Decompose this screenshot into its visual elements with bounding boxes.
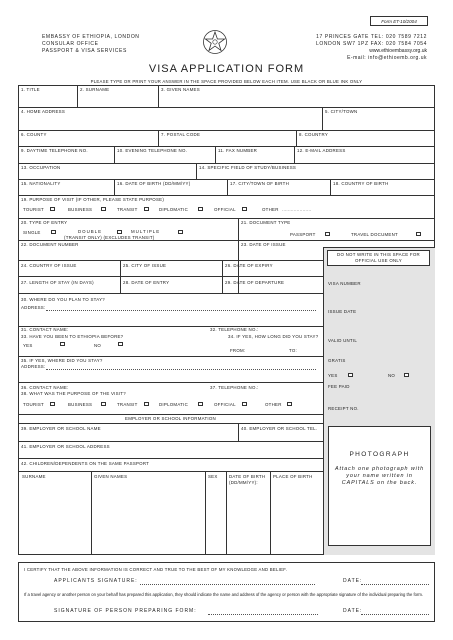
date-of-departure-field[interactable]: 29. DATE OF DEPARTURE — [225, 280, 285, 285]
prev-purpose-other: OTHER — [265, 402, 282, 407]
form-number: Form ET-10/2004 — [381, 19, 417, 24]
preparer-signature-input[interactable] — [208, 614, 318, 615]
date-of-entry-field[interactable]: 28. DATE OF ENTRY — [123, 280, 170, 285]
embassy-emblem-icon — [202, 29, 228, 55]
col-sex: SEX — [208, 474, 218, 479]
purpose-tourist-checkbox[interactable] — [50, 207, 55, 211]
purpose-diplomatic: DIPLOMATIC — [159, 207, 189, 212]
postal-code-field[interactable]: 7. POSTAL CODE — [161, 132, 201, 137]
official-receipt-no: RECEIPT NO. — [328, 406, 359, 411]
type-of-entry-label: 20. TYPE OF ENTRY — [21, 220, 68, 225]
purpose-other-input[interactable]: .................... — [282, 207, 312, 212]
address-email: E-mail: info@ethioemb.org.uk — [347, 55, 427, 61]
form-number-box — [370, 16, 428, 26]
embassy-line-1: EMBASSY OF ETHIOPIA, LONDON — [42, 34, 140, 40]
embassy-line-2: CONSULAR OFFICE — [42, 41, 99, 47]
entry-single: SINGLE — [23, 230, 41, 235]
prev-purpose-other-checkbox[interactable] — [287, 402, 292, 406]
entry-double: DOUBLE — [78, 229, 103, 234]
purpose-other: OTHER — [262, 207, 279, 212]
home-address-field[interactable]: 4. HOME ADDRESS — [21, 109, 66, 114]
applicant-signature-label: APPLICANTS SIGNATURE: — [54, 578, 138, 584]
city-of-birth-field[interactable]: 17. CITY/TOWN OF BIRTH — [230, 181, 290, 186]
date-of-issue-field[interactable]: 23. DATE OF ISSUE — [241, 242, 286, 247]
stay-address-input[interactable] — [46, 310, 316, 311]
doc-passport-checkbox[interactable] — [325, 232, 330, 236]
employer-heading: EMPLOYER OR SCHOOL INFORMATION — [125, 416, 216, 421]
official-issue-date: ISSUE DATE — [328, 309, 357, 314]
length-of-stay-field[interactable]: 27. LENGTH OF STAY (IN DAYS) — [21, 280, 94, 285]
preparer-signature-label: SIGNATURE OF PERSON PREPARING FORM: — [54, 608, 197, 614]
purpose-tourist: TOURIST — [23, 207, 44, 212]
address-line-2: LONDON SW7 1PZ FAX: 020 7584 7054 — [316, 41, 427, 47]
been-no-checkbox[interactable] — [118, 342, 123, 346]
entry-double-checkbox[interactable] — [117, 230, 122, 234]
entry-single-checkbox[interactable] — [51, 230, 56, 234]
official-valid-until: VALID UNTIL — [328, 338, 358, 343]
address-block — [316, 34, 427, 61]
occupation-field[interactable]: 13. OCCUPATION — [21, 165, 61, 170]
where-stayed-address-label: ADDRESS: — [21, 364, 46, 369]
official-visa-number: VISA NUMBER — [328, 281, 361, 286]
been-to-ethiopia-label: 33. HAVE YOU BEEN TO ETHIOPIA BEFORE? — [21, 334, 124, 339]
instructions: PLEASE TYPE OR PRINT YOUR ANSWER IN THE SPACE PROVIDED BELOW EACH ITEM. USE BLACK OR BLUE INK ONLY — [90, 79, 363, 84]
employer-name-field[interactable]: 39. EMPLOYER OR SCHOOL NAME — [21, 426, 101, 431]
where-stayed-label: 35. IF YES, WHERE DID YOU STAY? — [21, 358, 103, 363]
prev-purpose-business: BUSINESS — [68, 402, 93, 407]
purpose-official: OFFICIAL — [214, 207, 236, 212]
telephone-field[interactable]: 32. TELEPHONE NO.: — [210, 327, 259, 332]
col-given-names: GIVEN NAMES — [94, 474, 128, 479]
where-to-stay-label: 30. WHERE DO YOU PLAN TO STAY? — [21, 297, 105, 302]
official-no-checkbox[interactable] — [404, 373, 409, 377]
country-field[interactable]: 8. COUNTRY — [299, 132, 329, 137]
embassy-line-3: PASSPORT & VISA SERVICES — [42, 48, 127, 54]
employer-address-field[interactable]: 41. EMPLOYER OR SCHOOL ADDRESS — [21, 444, 110, 449]
fax-number-field[interactable]: 11. FAX NUMBER — [218, 148, 258, 153]
col-surname: SURNAME — [22, 474, 46, 479]
address-line-1: 17 PRINCES GATE TEL: 020 7589 7212 — [316, 34, 427, 40]
applicant-signature-input[interactable] — [140, 584, 315, 585]
where-stayed-address-input[interactable] — [46, 369, 316, 370]
doc-travel-document-checkbox[interactable] — [416, 232, 421, 236]
been-yes-checkbox[interactable] — [60, 342, 65, 346]
applicant-date-input[interactable] — [361, 584, 429, 585]
prev-purpose-official: OFFICIAL — [214, 402, 236, 407]
city-of-issue-field[interactable]: 25. CITY OF ISSUE — [123, 263, 167, 268]
preparer-date-input[interactable] — [361, 614, 429, 615]
country-of-birth-field[interactable]: 18. COUNTRY OF BIRTH — [333, 181, 389, 186]
date-of-expiry-field[interactable]: 26. DATE OF EXPIRY — [225, 263, 273, 268]
city-town-field[interactable]: 5. CITY/TOWN — [325, 109, 358, 114]
prev-purpose-tourist: TOURIST — [23, 402, 44, 407]
prev-purpose-label: 38. WHAT WAS THE PURPOSE OF THE VISIT? — [21, 391, 126, 396]
employer-tel-field[interactable]: 40. EMPLOYER OR SCHOOL TEL. — [241, 426, 318, 431]
purpose-business-checkbox[interactable] — [101, 207, 106, 211]
doc-travel-document: TRAVEL DOCUMENT — [351, 232, 398, 237]
preparer-date-label: DATE: — [343, 608, 363, 614]
email-address-field[interactable]: 12. E-MAIL ADDRESS — [297, 148, 346, 153]
given-names-field[interactable]: 3. GIVEN NAMES — [161, 87, 200, 92]
stay-from: FROM: — [230, 348, 246, 353]
official-gratis: GRATIS — [328, 358, 346, 363]
col-place-of-birth: PLACE OF BIRTH — [273, 474, 313, 479]
entry-multiple: MULTIPLE — [131, 229, 161, 234]
prev-contact-name-field[interactable]: 36. CONTACT NAME: — [21, 385, 69, 390]
nationality-field[interactable]: 15. NATIONALITY — [21, 181, 61, 186]
embassy-block — [42, 34, 140, 54]
agency-note: If a travel agency or another person on your behalf has prepared this application, they should indicate the name and address of the agency or person with the appropriate signature of the individual preparing the form. — [24, 592, 423, 597]
date-of-birth-field[interactable]: 16. DATE OF BIRTH (DD/MM/YY) — [117, 181, 191, 186]
form-title: VISA APPLICATION FORM — [148, 63, 305, 75]
prev-purpose-diplomatic-checkbox[interactable] — [198, 402, 203, 406]
official-fee-paid: FEE PAID — [328, 384, 350, 389]
official-use-heading: DO NOT WRITE IN THIS SPACE FOR OFFICIAL USE ONLY — [337, 252, 420, 263]
official-yes: YES — [328, 373, 338, 378]
prev-purpose-tourist-checkbox[interactable] — [50, 402, 55, 406]
certify-text: I CERTIFY THAT THE ABOVE INFORMATION IS CORRECT AND TRUE TO THE BEST OF MY KNOWLEDGE AND BELIEF. — [24, 567, 288, 572]
stay-to: TO: — [289, 348, 297, 353]
document-number-field[interactable]: 22. DOCUMENT NUMBER — [21, 242, 79, 247]
entry-multiple-checkbox[interactable] — [178, 230, 183, 234]
surname-field[interactable]: 2. SURNAME — [80, 87, 110, 92]
stay-address-label: ADDRESS: — [21, 305, 46, 310]
purpose-diplomatic-checkbox[interactable] — [198, 207, 203, 211]
been-yes: YES — [23, 343, 33, 348]
official-yes-checkbox[interactable] — [348, 373, 353, 377]
title-field[interactable]: 1. TITLE — [21, 87, 40, 92]
prev-purpose-transit: TRANSIT — [117, 402, 138, 407]
prev-purpose-diplomatic: DIPLOMATIC — [159, 402, 189, 407]
how-long-label: 34. IF YES, HOW LONG DID YOU STAY? — [228, 334, 319, 339]
been-no: NO — [94, 343, 102, 348]
applicant-date-label: DATE: — [343, 578, 363, 584]
photo-title: PHOTOGRAPH — [349, 451, 410, 458]
prev-purpose-business-checkbox[interactable] — [101, 402, 106, 406]
prev-telephone-field[interactable]: 37. TELEPHONE NO.: — [210, 385, 259, 390]
county-field[interactable]: 6. COUNTY — [21, 132, 47, 137]
evening-telephone-field[interactable]: 10. EVENING TELEPHONE NO. — [117, 148, 188, 153]
photo-instructions: Attach one photograph with your name written in CAPITALS on the back. — [334, 466, 425, 486]
children-label: 42. CHILDREN/DEPENDENTS ON THE SAME PASSPORT — [21, 461, 150, 466]
doc-passport: PASSPORT — [290, 232, 316, 237]
prev-purpose-transit-checkbox[interactable] — [144, 402, 149, 406]
purpose-transit: TRANSIT — [117, 207, 138, 212]
entry-note: (TRANSIT ONLY) (EXCLUDES TRANSIT) — [64, 235, 155, 240]
children-row-2[interactable] — [18, 526, 323, 554]
daytime-telephone-field[interactable]: 9. DAYTIME TELEPHONE NO. — [21, 148, 88, 153]
contact-name-field[interactable]: 31. CONTACT NAME: — [21, 327, 69, 332]
official-no: NO — [388, 373, 396, 378]
prev-purpose-official-checkbox[interactable] — [242, 402, 247, 406]
children-row-1[interactable] — [18, 498, 323, 526]
document-type-label: 21. DOCUMENT TYPE — [241, 220, 291, 225]
col-date-of-birth: DATE OF BIRTH (DD/MM/YY): — [229, 474, 266, 485]
purpose-of-visit-label: 19. PURPOSE OF VISIT (IF OTHER, PLEASE STATE PURPOSE) — [21, 197, 165, 202]
field-of-study-field[interactable]: 14. SPECIFIC FIELD OF STUDY/BUSINESS — [199, 165, 297, 170]
purpose-transit-checkbox[interactable] — [144, 207, 149, 211]
purpose-business: BUSINESS — [68, 207, 93, 212]
address-website: www.ethioembassy.org.uk — [369, 48, 427, 54]
country-of-issue-field[interactable]: 24. COUNTRY OF ISSUE — [21, 263, 77, 268]
purpose-official-checkbox[interactable] — [242, 207, 247, 211]
